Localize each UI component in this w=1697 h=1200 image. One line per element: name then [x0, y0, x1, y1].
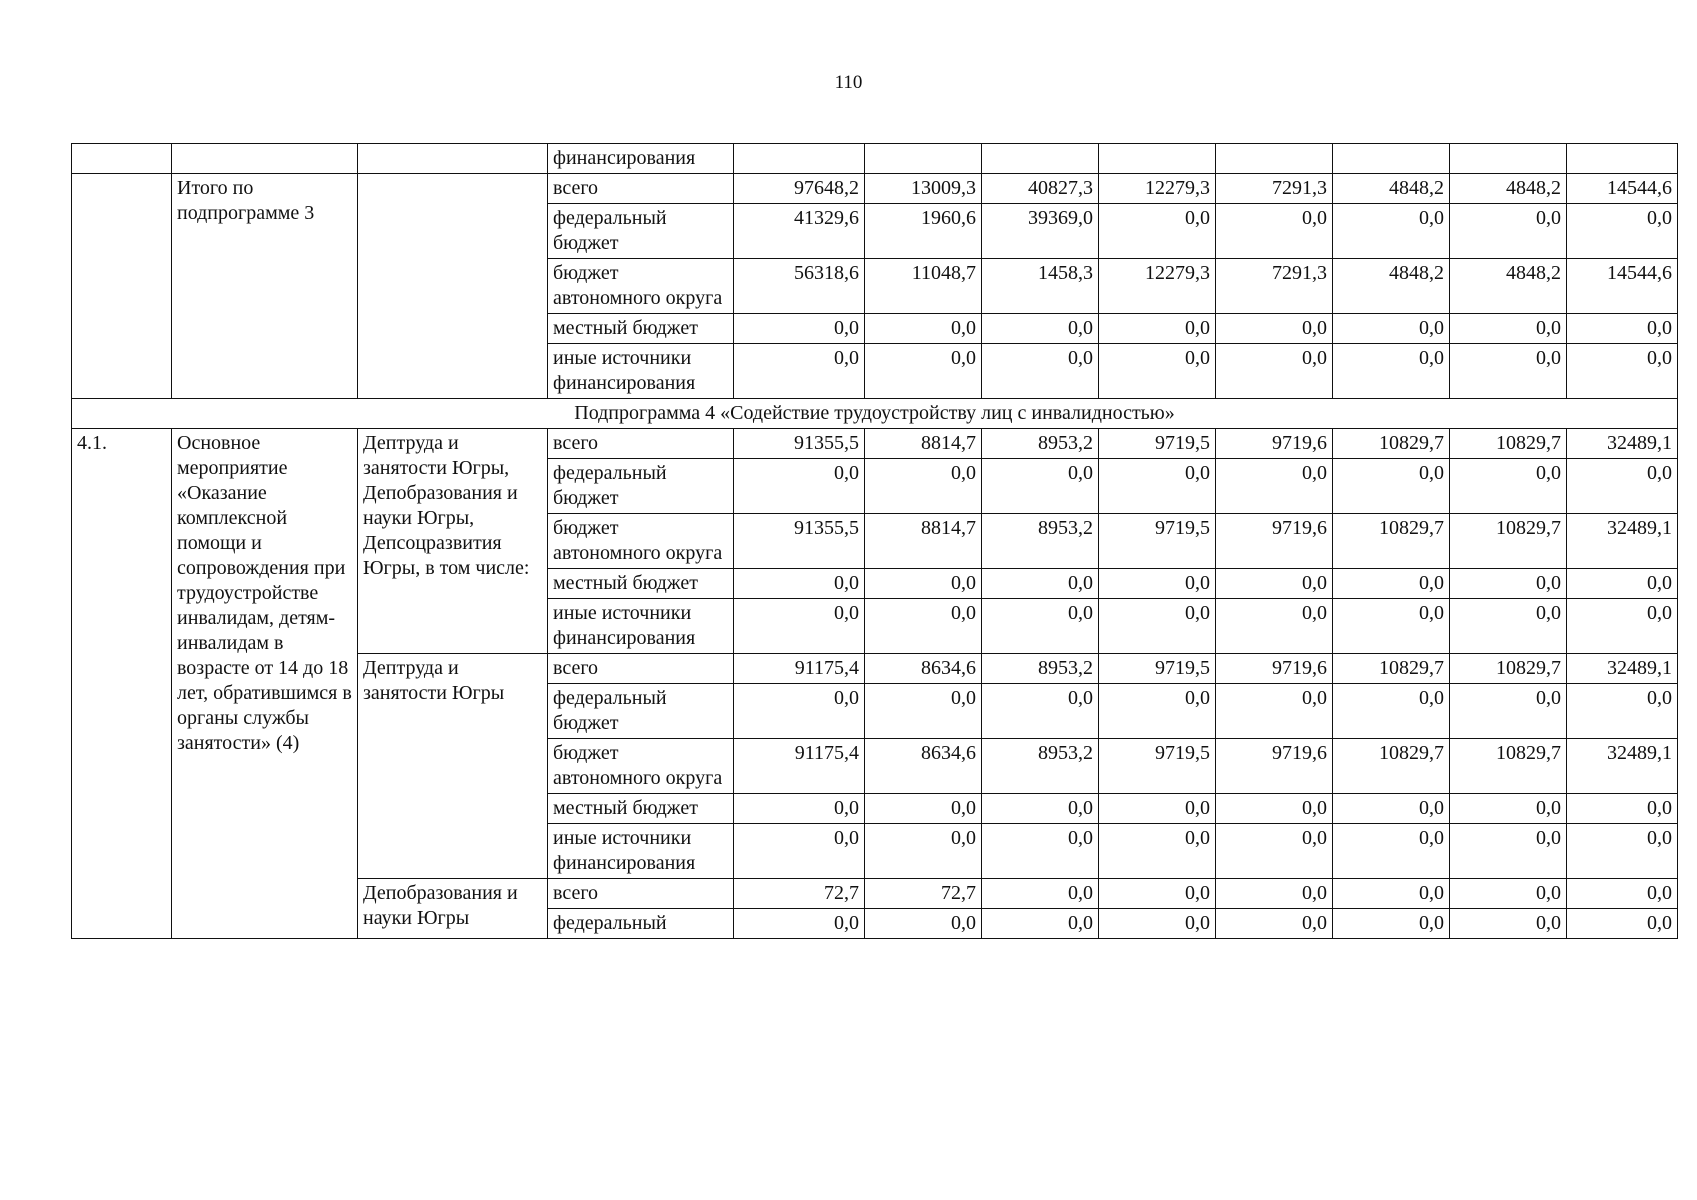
- value-cell: 0,0: [1333, 824, 1450, 879]
- table-body: [72, 144, 1678, 939]
- value-cell: 0,0: [1567, 204, 1678, 259]
- value-cell: 0,0: [1567, 599, 1678, 654]
- page-number: 110: [834, 72, 863, 93]
- value-cell: 0,0: [1216, 909, 1333, 939]
- value-cell: 8634,6: [865, 654, 982, 684]
- value-cell: [982, 144, 1099, 174]
- value-cell: 56318,6: [734, 259, 865, 314]
- value-cell: 0,0: [1216, 794, 1333, 824]
- value-cell: 0,0: [982, 314, 1099, 344]
- value-cell: 0,0: [1099, 459, 1216, 514]
- value-cell: 0,0: [1567, 344, 1678, 399]
- value-cell: 0,0: [1450, 459, 1567, 514]
- table-row: [72, 429, 1678, 459]
- value-cell: 10829,7: [1450, 429, 1567, 459]
- empty-cell: [358, 174, 548, 399]
- value-cell: 0,0: [1333, 314, 1450, 344]
- value-cell: 0,0: [1216, 824, 1333, 879]
- value-cell: 0,0: [1099, 909, 1216, 939]
- value-cell: 0,0: [734, 824, 865, 879]
- value-cell: 14544,6: [1567, 259, 1678, 314]
- value-cell: 0,0: [1216, 459, 1333, 514]
- value-cell: 10829,7: [1450, 514, 1567, 569]
- value-cell: 1960,6: [865, 204, 982, 259]
- item-name: Основное мероприятие «Оказание комплексной помощи и сопровождения при трудоустройстве инвалидам, детям-инвалидам в возрасте от 14 до 18 лет, обратившимся в органы службы занятости» (4): [172, 429, 358, 939]
- source-cell: всего: [548, 654, 734, 684]
- value-cell: 41329,6: [734, 204, 865, 259]
- value-cell: 72,7: [865, 879, 982, 909]
- value-cell: 10829,7: [1333, 514, 1450, 569]
- value-cell: 9719,6: [1216, 654, 1333, 684]
- value-cell: 4848,2: [1450, 174, 1567, 204]
- value-cell: 0,0: [982, 569, 1099, 599]
- empty-cell: [72, 174, 172, 399]
- value-cell: 0,0: [1099, 599, 1216, 654]
- value-cell: [1099, 144, 1216, 174]
- value-cell: 10829,7: [1333, 654, 1450, 684]
- value-cell: 0,0: [1333, 879, 1450, 909]
- value-cell: 1458,3: [982, 259, 1099, 314]
- value-cell: 0,0: [982, 824, 1099, 879]
- value-cell: 0,0: [1099, 824, 1216, 879]
- value-cell: 9719,5: [1099, 514, 1216, 569]
- value-cell: 12279,3: [1099, 259, 1216, 314]
- value-cell: 0,0: [1216, 879, 1333, 909]
- value-cell: [865, 144, 982, 174]
- value-cell: 9719,5: [1099, 654, 1216, 684]
- value-cell: 0,0: [1099, 314, 1216, 344]
- value-cell: 0,0: [1099, 794, 1216, 824]
- value-cell: 32489,1: [1567, 654, 1678, 684]
- source-cell: всего: [548, 174, 734, 204]
- value-cell: 0,0: [1333, 684, 1450, 739]
- value-cell: 0,0: [1450, 599, 1567, 654]
- value-cell: 0,0: [1333, 794, 1450, 824]
- value-cell: 8953,2: [982, 654, 1099, 684]
- value-cell: 32489,1: [1567, 514, 1678, 569]
- value-cell: 12279,3: [1099, 174, 1216, 204]
- value-cell: 0,0: [734, 599, 865, 654]
- value-cell: 14544,6: [1567, 174, 1678, 204]
- value-cell: 4848,2: [1333, 174, 1450, 204]
- source-cell: бюджет автономного округа: [548, 739, 734, 794]
- value-cell: 0,0: [865, 569, 982, 599]
- value-cell: 0,0: [865, 459, 982, 514]
- value-cell: 0,0: [1567, 909, 1678, 939]
- value-cell: 0,0: [1333, 569, 1450, 599]
- value-cell: [1567, 144, 1678, 174]
- source-cell: федеральный: [548, 909, 734, 939]
- value-cell: 0,0: [865, 684, 982, 739]
- value-cell: 8953,2: [982, 514, 1099, 569]
- value-cell: 8953,2: [982, 429, 1099, 459]
- value-cell: 0,0: [1567, 879, 1678, 909]
- empty-cell: [72, 144, 172, 174]
- value-cell: 0,0: [865, 909, 982, 939]
- value-cell: 0,0: [1216, 344, 1333, 399]
- value-cell: 97648,2: [734, 174, 865, 204]
- value-cell: 10829,7: [1333, 739, 1450, 794]
- value-cell: 0,0: [1333, 599, 1450, 654]
- value-cell: 11048,7: [865, 259, 982, 314]
- value-cell: 9719,6: [1216, 739, 1333, 794]
- value-cell: 0,0: [1567, 569, 1678, 599]
- value-cell: 0,0: [1333, 459, 1450, 514]
- value-cell: 4848,2: [1450, 259, 1567, 314]
- source-cell: федеральный бюджет: [548, 204, 734, 259]
- value-cell: 32489,1: [1567, 739, 1678, 794]
- value-cell: 0,0: [1216, 569, 1333, 599]
- value-cell: 10829,7: [1333, 429, 1450, 459]
- value-cell: 0,0: [1450, 314, 1567, 344]
- value-cell: 8634,6: [865, 739, 982, 794]
- value-cell: 4848,2: [1333, 259, 1450, 314]
- value-cell: 9719,5: [1099, 429, 1216, 459]
- source-cell: федеральный бюджет: [548, 459, 734, 514]
- source-cell: всего: [548, 879, 734, 909]
- value-cell: 0,0: [865, 599, 982, 654]
- value-cell: 0,0: [1333, 344, 1450, 399]
- value-cell: [1216, 144, 1333, 174]
- table-row: [72, 174, 1678, 204]
- value-cell: [1450, 144, 1567, 174]
- value-cell: 0,0: [865, 794, 982, 824]
- value-cell: 32489,1: [1567, 429, 1678, 459]
- executor-cell: Депобразования и науки Югры: [358, 879, 548, 939]
- value-cell: 0,0: [1099, 204, 1216, 259]
- value-cell: 0,0: [982, 599, 1099, 654]
- source-cell: бюджет автономного округа: [548, 259, 734, 314]
- source-cell: местный бюджет: [548, 569, 734, 599]
- source-cell: местный бюджет: [548, 314, 734, 344]
- value-cell: 0,0: [1099, 684, 1216, 739]
- item-number: 4.1.: [72, 429, 172, 939]
- value-cell: 0,0: [734, 314, 865, 344]
- source-cell: иные источники финансирования: [548, 344, 734, 399]
- value-cell: 0,0: [1567, 794, 1678, 824]
- value-cell: 0,0: [734, 344, 865, 399]
- value-cell: 7291,3: [1216, 259, 1333, 314]
- value-cell: 0,0: [1567, 314, 1678, 344]
- value-cell: 0,0: [1567, 459, 1678, 514]
- value-cell: 0,0: [1099, 879, 1216, 909]
- value-cell: 0,0: [1450, 569, 1567, 599]
- value-cell: 0,0: [1450, 824, 1567, 879]
- value-cell: 10829,7: [1450, 739, 1567, 794]
- executor-cell: Дептруда и занятости Югры: [358, 654, 548, 879]
- empty-cell: [172, 144, 358, 174]
- value-cell: 0,0: [1333, 909, 1450, 939]
- value-cell: 0,0: [865, 824, 982, 879]
- value-cell: 0,0: [1216, 204, 1333, 259]
- source-cell: иные источники финансирования: [548, 599, 734, 654]
- value-cell: 9719,6: [1216, 429, 1333, 459]
- funding-table: [71, 143, 1678, 939]
- value-cell: 0,0: [982, 909, 1099, 939]
- value-cell: 0,0: [1450, 684, 1567, 739]
- value-cell: 0,0: [982, 684, 1099, 739]
- value-cell: 0,0: [1450, 204, 1567, 259]
- value-cell: 91175,4: [734, 654, 865, 684]
- value-cell: 0,0: [734, 909, 865, 939]
- value-cell: 39369,0: [982, 204, 1099, 259]
- subprogram-title: Подпрограмма 4 «Содействие трудоустройству лиц с инвалидностью»: [72, 399, 1678, 429]
- source-cell: местный бюджет: [548, 794, 734, 824]
- source-cell: бюджет автономного округа: [548, 514, 734, 569]
- value-cell: 0,0: [865, 314, 982, 344]
- source-cell: всего: [548, 429, 734, 459]
- source-cell: иные источники финансирования: [548, 824, 734, 879]
- value-cell: 91355,5: [734, 514, 865, 569]
- source-cell: федеральный бюджет: [548, 684, 734, 739]
- value-cell: 0,0: [982, 879, 1099, 909]
- value-cell: 0,0: [865, 344, 982, 399]
- value-cell: 0,0: [982, 459, 1099, 514]
- value-cell: 0,0: [1216, 314, 1333, 344]
- table-row: [72, 399, 1678, 429]
- value-cell: 0,0: [1450, 879, 1567, 909]
- value-cell: 0,0: [1567, 684, 1678, 739]
- value-cell: 8953,2: [982, 739, 1099, 794]
- empty-cell: [358, 144, 548, 174]
- value-cell: 0,0: [982, 344, 1099, 399]
- value-cell: 72,7: [734, 879, 865, 909]
- value-cell: 91175,4: [734, 739, 865, 794]
- value-cell: 0,0: [1333, 204, 1450, 259]
- executor-cell: Дептруда и занятости Югры, Депобразования и науки Югры, Депсоцразвития Югры, в том числе:: [358, 429, 548, 654]
- value-cell: 0,0: [734, 459, 865, 514]
- value-cell: 10829,7: [1450, 654, 1567, 684]
- value-cell: 13009,3: [865, 174, 982, 204]
- value-cell: 8814,7: [865, 514, 982, 569]
- table-row: [72, 144, 1678, 174]
- value-cell: 7291,3: [1216, 174, 1333, 204]
- value-cell: 0,0: [982, 794, 1099, 824]
- value-cell: 0,0: [734, 684, 865, 739]
- value-cell: [734, 144, 865, 174]
- value-cell: 9719,5: [1099, 739, 1216, 794]
- value-cell: 0,0: [1450, 344, 1567, 399]
- value-cell: 0,0: [734, 794, 865, 824]
- source-cell: финансирования: [548, 144, 734, 174]
- value-cell: 0,0: [1450, 909, 1567, 939]
- value-cell: [1333, 144, 1450, 174]
- value-cell: 9719,6: [1216, 514, 1333, 569]
- value-cell: 0,0: [1099, 344, 1216, 399]
- value-cell: 0,0: [1450, 794, 1567, 824]
- value-cell: 0,0: [1216, 684, 1333, 739]
- value-cell: 40827,3: [982, 174, 1099, 204]
- value-cell: 8814,7: [865, 429, 982, 459]
- total-label: Итого по подпрограмме 3: [172, 174, 358, 399]
- value-cell: 0,0: [1567, 824, 1678, 879]
- value-cell: 91355,5: [734, 429, 865, 459]
- value-cell: 0,0: [734, 569, 865, 599]
- value-cell: 0,0: [1216, 599, 1333, 654]
- value-cell: 0,0: [1099, 569, 1216, 599]
